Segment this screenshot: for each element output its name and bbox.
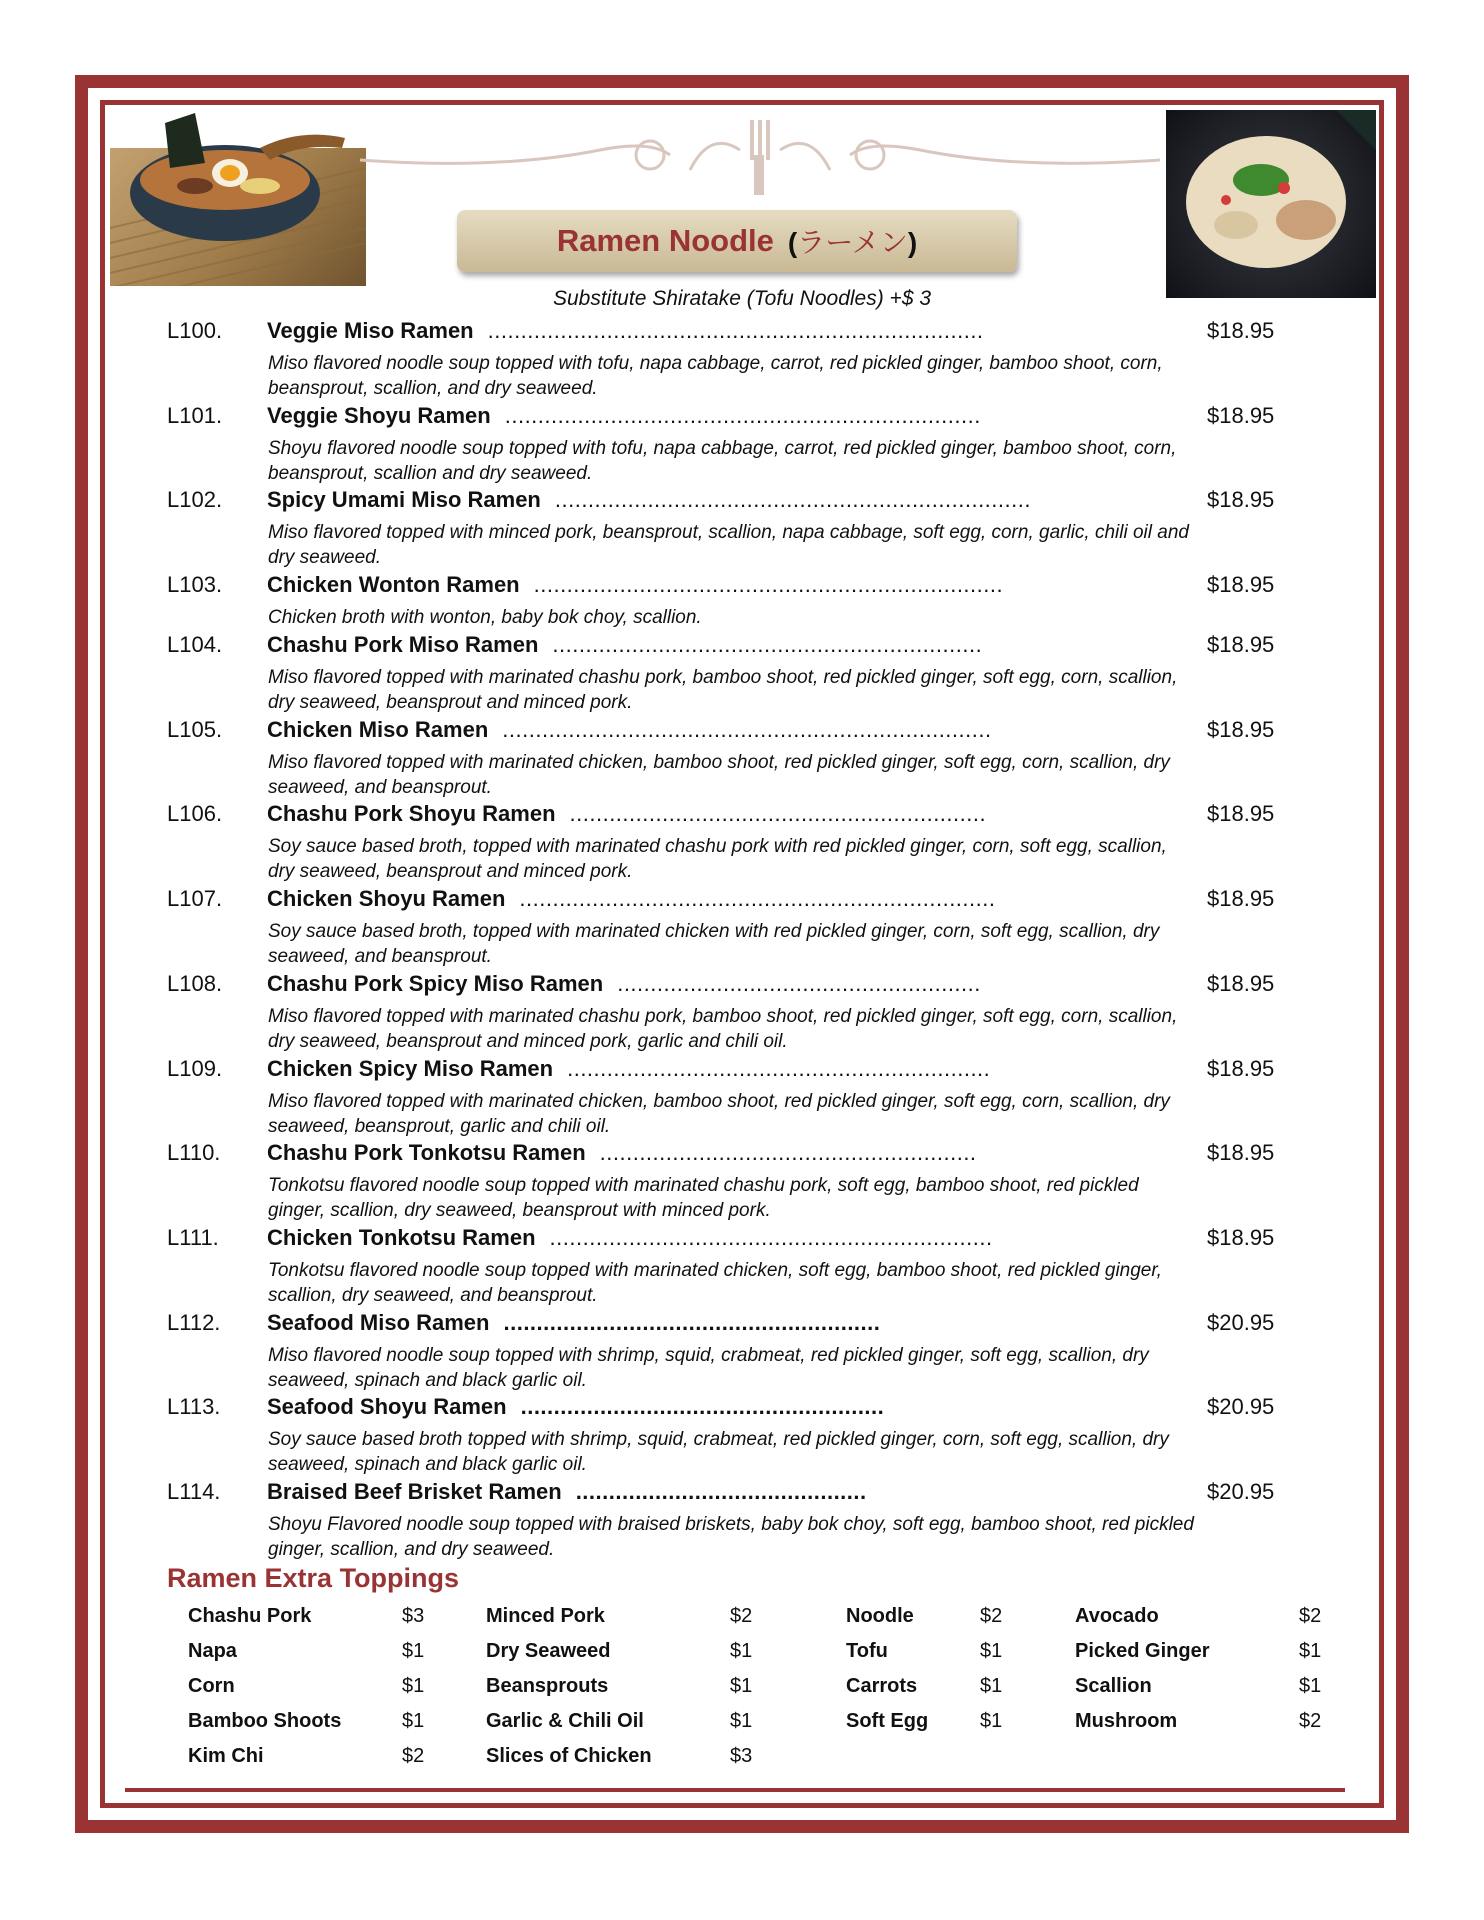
item-description: Tonkotsu flavored noodle soup topped with marinated chashu pork, soft egg, bamboo shoot, red pickled ginger, scallion, dry seaweed, beansprout with minced pork. — [268, 1175, 1139, 1222]
menu-item-l111 — [167, 1225, 1307, 1310]
extra-price: $1 — [730, 1710, 753, 1732]
extra-price: $1 — [730, 1640, 753, 1662]
item-description: Miso flavored topped with marinated chashu pork, bamboo shoot, red pickled ginger, soft egg, corn, scallion, dry seaweed, beansprout and minced pork, garlic and chili oil. — [268, 1005, 1178, 1052]
extra-price: $2 — [402, 1745, 425, 1767]
item-code: L104. — [167, 632, 223, 658]
item-price: $20.95 — [1207, 1309, 1275, 1335]
item-price: $18.95 — [1207, 632, 1275, 658]
item-description: Chicken broth with wonton, baby bok choy, scallion. — [268, 607, 702, 629]
item-description: Miso flavored topped with marinated chicken, bamboo shoot, red pickled ginger, soft egg, corn, scallion, dry seaweed, and beansprout. — [268, 751, 1170, 798]
extra-name: Minced Pork — [486, 1605, 605, 1627]
item-code: L114. — [167, 1478, 221, 1504]
menu-item-l107 — [167, 886, 1307, 971]
item-price: $18.95 — [1207, 716, 1275, 742]
menu-item-l101 — [167, 403, 1307, 488]
extras-row — [0, 1640, 1484, 1675]
extra-name: Chashu Pork — [188, 1605, 312, 1627]
item-name: Chicken Tonkotsu Ramen ................................................................... — [267, 1224, 993, 1250]
item-price: $18.95 — [1207, 318, 1275, 343]
extra-price: $1 — [1299, 1675, 1322, 1697]
extras-row — [0, 1710, 1484, 1745]
bottom-divider — [125, 1788, 1345, 1792]
menu-item-l114 — [167, 1479, 1307, 1564]
item-description: Miso flavored topped with minced pork, beansprout, scallion, napa cabbage, soft egg, corn, garlic, chili oil and dry seaweed. — [268, 522, 1189, 569]
extra-price: $1 — [980, 1675, 1003, 1697]
menu-item-l104 — [167, 632, 1307, 717]
item-price: $18.95 — [1207, 970, 1275, 996]
item-name: Veggie Shoyu Ramen ........................................................................ — [267, 402, 981, 428]
menu-item-l102 — [167, 487, 1307, 572]
extras-row — [0, 1675, 1484, 1710]
extra-price: $1 — [730, 1675, 753, 1697]
item-name: Seafood Shoyu Ramen ....................................................... — [267, 1394, 885, 1420]
item-code: L112. — [167, 1309, 221, 1335]
item-description: Soy sauce based broth topped with shrimp, squid, crabmeat, red pickled ginger, corn, soft egg, scallion, dry seaweed, spinach and black garlic oil. — [268, 1429, 1169, 1476]
menu-item-l103 — [167, 572, 1307, 632]
item-name: Chicken Shoyu Ramen ........................................................................ — [267, 886, 996, 912]
extra-name: Napa — [188, 1640, 237, 1662]
item-name: Chicken Spicy Miso Ramen ................................................................ — [267, 1055, 991, 1081]
extra-name: Corn — [188, 1675, 235, 1697]
item-description: Tonkotsu flavored noodle soup topped with marinated chicken, soft egg, bamboo shoot, red pickled ginger, scallion, dry seaweed, and beansprout. — [268, 1259, 1162, 1306]
menu-item-l100 — [167, 318, 1307, 403]
menu-item-l112 — [167, 1310, 1307, 1395]
ramen-bowl-photo-left — [110, 108, 366, 286]
extras-heading: Ramen Extra Toppings — [167, 1563, 460, 1593]
extra-price: $1 — [1299, 1640, 1322, 1662]
fork-ornament-icon — [350, 110, 1170, 200]
menu-title: Ramen Noodle — [556, 223, 774, 258]
extra-name: Picked Ginger — [1075, 1640, 1210, 1662]
item-price: $18.95 — [1207, 572, 1275, 598]
extra-price: $2 — [1299, 1710, 1322, 1732]
extra-price: $2 — [730, 1605, 753, 1627]
item-price: $18.95 — [1207, 402, 1275, 428]
extra-name: Tofu — [846, 1640, 888, 1662]
item-name: Spicy Umami Miso Ramen ........................................................................ — [267, 487, 1031, 513]
item-name: Chashu Pork Miso Ramen ................................................................. — [267, 632, 983, 658]
item-code: L113. — [167, 1394, 221, 1420]
item-name: Chashu Pork Tonkotsu Ramen ......................................................... — [267, 1140, 977, 1166]
menu-title-banner — [457, 210, 1017, 272]
item-code: L105. — [167, 716, 223, 742]
extra-price: $1 — [402, 1710, 425, 1732]
item-code: L110. — [167, 1140, 221, 1166]
item-name: Braised Beef Brisket Ramen ............................................ — [267, 1478, 867, 1504]
item-code: L103. — [167, 572, 223, 598]
substitute-note: Substitute Shiratake (Tofu Noodles) +$ 3 — [552, 287, 932, 310]
item-code: L108. — [167, 970, 223, 996]
item-description: Miso flavored topped with marinated chicken, bamboo shoot, red pickled ginger, soft egg, corn, scallion, dry seaweed, beansprout, garlic and chili oil. — [268, 1090, 1170, 1137]
item-price: $18.95 — [1207, 1140, 1275, 1166]
menu-item-l108 — [167, 971, 1307, 1056]
item-code: L107. — [167, 886, 223, 912]
item-name: Chashu Pork Spicy Miso Ramen ....................................................... — [267, 970, 981, 996]
item-code: L101. — [167, 402, 223, 428]
item-code: L109. — [167, 1055, 223, 1081]
item-name: Seafood Miso Ramen ......................................................... — [267, 1309, 881, 1335]
extra-name: Beansprouts — [486, 1675, 609, 1697]
extra-name: Bamboo Shoots — [188, 1710, 342, 1732]
extra-price: $1 — [402, 1675, 425, 1697]
extra-name: Garlic & Chili Oil — [486, 1710, 644, 1732]
extra-name: Slices of Chicken — [486, 1745, 652, 1767]
extra-name: Mushroom — [1075, 1710, 1178, 1732]
item-code: L111. — [167, 1224, 219, 1250]
extra-name: Kim Chi — [188, 1745, 264, 1767]
menu-item-l110 — [167, 1140, 1307, 1225]
extra-price: $2 — [1299, 1605, 1322, 1627]
extra-name: Soft Egg — [846, 1710, 929, 1732]
item-price: $18.95 — [1207, 1224, 1275, 1250]
extra-price: $1 — [980, 1710, 1003, 1732]
item-description: Shoyu flavored noodle soup topped with tofu, napa cabbage, carrot, red pickled ginger, bamboo shoot, corn, beansprout, scallion and dry seaweed. — [268, 437, 1177, 484]
extra-name: Carrots — [846, 1675, 918, 1697]
menu-item-l113 — [167, 1394, 1307, 1479]
item-description: Miso flavored topped with marinated chashu pork, bamboo shoot, red pickled ginger, soft egg, corn, scallion, dry seaweed, beansprout and minced pork. — [268, 667, 1178, 714]
item-price: $18.95 — [1207, 487, 1275, 513]
item-name: Chicken Wonton Ramen ....................................................................... — [267, 572, 1004, 598]
item-name: Chicken Miso Ramen .......................................................................... — [267, 716, 992, 742]
ramen-bowl-photo-right — [1166, 110, 1376, 298]
item-code: L100. — [167, 318, 223, 343]
item-description: Miso flavored noodle soup topped with shrimp, squid, crabmeat, red pickled ginger, soft egg, scallion, dry seaweed, spinach and black garlic oil. — [268, 1344, 1149, 1391]
item-name: Veggie Miso Ramen ........................................................................... — [267, 318, 984, 343]
menu-item-l105 — [167, 717, 1307, 802]
extra-price: $2 — [980, 1605, 1003, 1627]
extras-row — [0, 1605, 1484, 1640]
extras-grid — [0, 1605, 1484, 1780]
item-description: Soy sauce based broth, topped with marinated chashu pork with red pickled ginger, corn, soft egg, scallion, dry seaweed, beansprout and minced pork. — [268, 836, 1167, 883]
item-price: $20.95 — [1207, 1394, 1275, 1420]
item-price: $18.95 — [1207, 801, 1275, 827]
extras-row — [0, 1745, 1484, 1780]
menu-title-japanese: (ラーメン) — [787, 227, 918, 258]
extra-name: Noodle — [846, 1605, 914, 1627]
extra-name: Scallion — [1075, 1675, 1152, 1697]
extra-price: $1 — [402, 1640, 425, 1662]
extra-price: $3 — [402, 1605, 425, 1627]
extra-price: $3 — [730, 1745, 753, 1767]
extra-name: Avocado — [1075, 1605, 1159, 1627]
item-price: $20.95 — [1207, 1478, 1275, 1504]
extra-price: $1 — [980, 1640, 1003, 1662]
ramen-menu-list — [167, 318, 1307, 1564]
menu-item-l109 — [167, 1056, 1307, 1141]
item-code: L106. — [167, 801, 223, 827]
menu-item-l106 — [167, 801, 1307, 886]
item-price: $18.95 — [1207, 1055, 1275, 1081]
item-description: Soy sauce based broth, topped with marinated chicken with red pickled ginger, corn, soft egg, scallion, dry seaweed, and beansprout. — [268, 921, 1160, 968]
item-description: Miso flavored noodle soup topped with tofu, napa cabbage, carrot, red pickled ginger, bamboo shoot, corn, beansprout, scallion, and dry seaweed. — [268, 353, 1163, 399]
item-price: $18.95 — [1207, 886, 1275, 912]
extra-name: Dry Seaweed — [486, 1640, 611, 1662]
item-description: Shoyu Flavored noodle soup topped with braised briskets, baby bok choy, soft egg, bamboo shoot, red pickled ginger, scallion, and dry seaweed. — [268, 1513, 1194, 1560]
item-code: L102. — [167, 487, 223, 513]
item-name: Chashu Pork Shoyu Ramen ............................................................... — [267, 801, 987, 827]
